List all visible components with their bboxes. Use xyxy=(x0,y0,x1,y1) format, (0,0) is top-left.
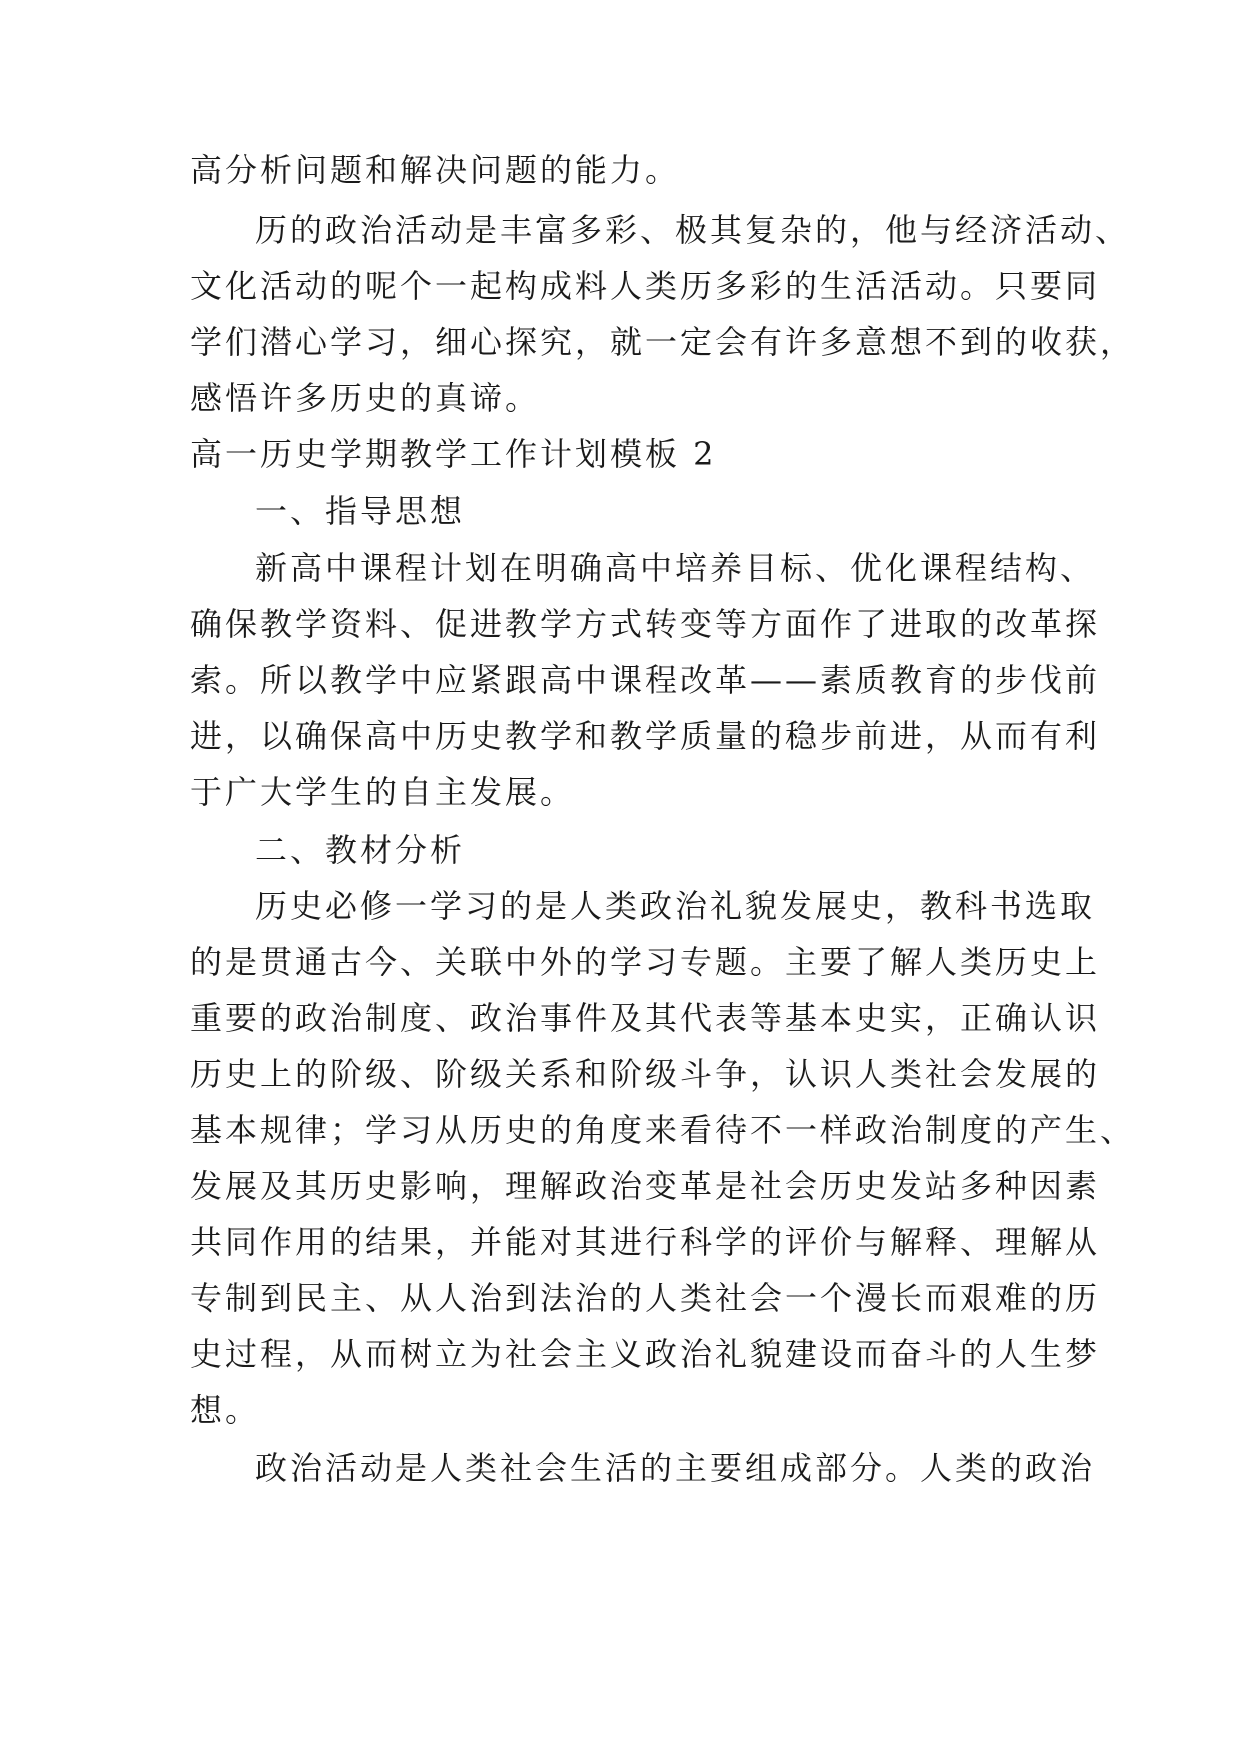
paragraph-line: 重要的政治制度、政治事件及其代表等基本史实，正确认识 xyxy=(190,999,1101,1037)
paragraph-line: 共同作用的结果，并能对其进行科学的评价与解释、理解从 xyxy=(190,1223,1101,1261)
paragraph-line: 基本规律；学习从历史的角度来看待不一样政治制度的产生、 xyxy=(190,1111,1136,1149)
paragraph-line: 专制到民主、从人治到法治的人类社会一个漫长而艰难的历 xyxy=(190,1279,1101,1317)
paragraph-line: 发展及其历史影响，理解政治变革是社会历史发站多种因素 xyxy=(190,1167,1101,1205)
paragraph-line: 感悟许多历史的真谛。 xyxy=(190,379,541,417)
section-heading: 一、指导思想 xyxy=(255,492,466,530)
paragraph-line: 政治活动是人类社会生活的主要组成部分。人类的政治 xyxy=(255,1449,1096,1487)
paragraph-line: 于广大学生的自主发展。 xyxy=(190,773,576,811)
paragraph-line: 确保教学资料、促进教学方式转变等方面作了进取的改革探 xyxy=(190,605,1101,643)
paragraph-line: 进，以确保高中历史教学和教学质量的稳步前进，从而有利 xyxy=(190,717,1101,755)
paragraph-line: 历的政治活动是丰富多彩、极其复杂的，他与经济活动、 xyxy=(255,211,1131,249)
paragraph-line: 的是贯通古今、关联中外的学习专题。主要了解人类历史上 xyxy=(190,943,1101,981)
paragraph-line: 想。 xyxy=(190,1391,261,1429)
section-title: 高一历史学期教学工作计划模板 2 xyxy=(190,435,717,473)
section-heading: 二、教材分析 xyxy=(255,831,466,869)
paragraph-line: 新高中课程计划在明确高中培养目标、优化课程结构、 xyxy=(255,549,1096,587)
paragraph-line: 文化活动的呢个一起构成料人类历多彩的生活活动。只要同 xyxy=(190,267,1101,305)
paragraph-line: 历史上的阶级、阶级关系和阶级斗争，认识人类社会发展的 xyxy=(190,1055,1101,1093)
paragraph-line: 史过程，从而树立为社会主义政治礼貌建设而奋斗的人生梦 xyxy=(190,1335,1101,1373)
paragraph-line: 高分析问题和解决问题的能力。 xyxy=(190,151,681,189)
paragraph-line: 学们潜心学习，细心探究，就一定会有许多意想不到的收获， xyxy=(190,323,1136,361)
paragraph-line: 索。所以教学中应紧跟高中课程改革——素质教育的步伐前 xyxy=(190,661,1101,699)
paragraph-line: 历史必修一学习的是人类政治礼貌发展史，教科书选取 xyxy=(255,887,1096,925)
